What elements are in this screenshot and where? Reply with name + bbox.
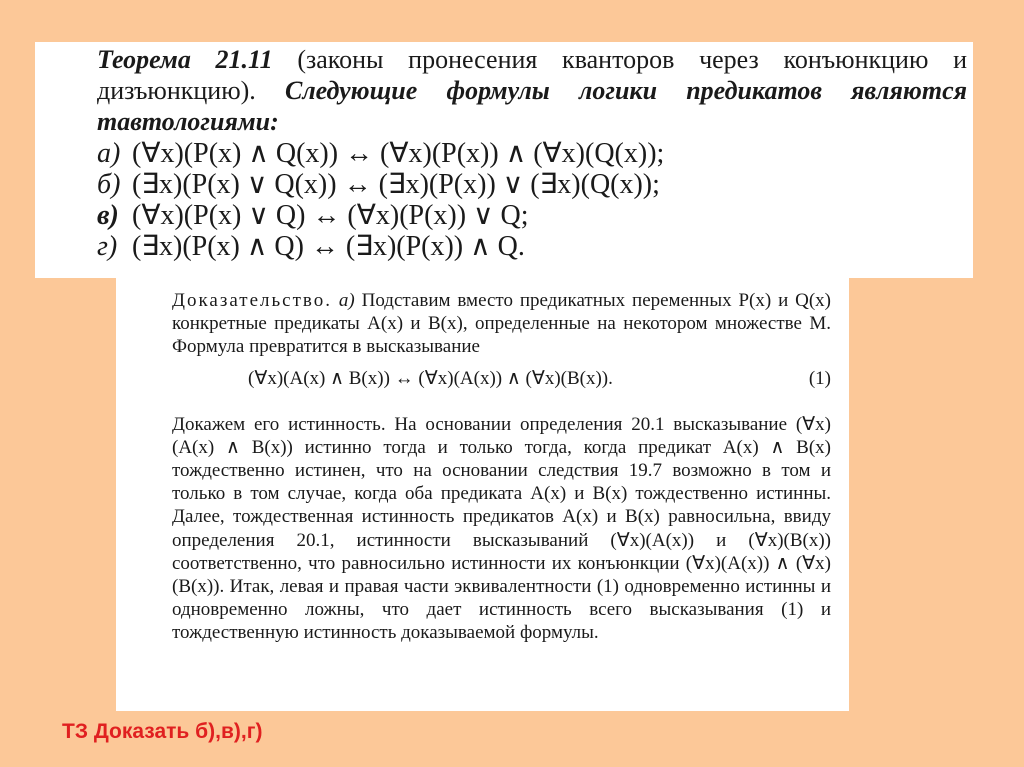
- proof-paragraph-1-text: Подставим вместо предикатных переменных P(x) и Q(x) конкретные предикаты A(x) и B(x), определенные на некотором множестве M. Формула превратится в высказывание: [172, 290, 832, 358]
- task-label: ТЗ Доказать б),в),г): [62, 720, 263, 743]
- proof-formula-text: (∀x)(A(x) ∧ B(x)) ↔ (∀x)(A(x)) ∧ (∀x)(B(x)).: [248, 367, 613, 389]
- formula-text: (∀x)(P(x) ∨ Q) ↔ (∀x)(P(x)) ∨ Q;: [132, 200, 529, 231]
- theorem-title: Теорема 21.11: [97, 45, 273, 74]
- theorem-panel: [35, 42, 973, 278]
- proof-formula-number: (1): [808, 367, 831, 389]
- formula-label: б): [97, 169, 121, 200]
- formula-text: (∃x)(P(x) ∨ Q(x)) ↔ (∃x)(P(x)) ∨ (∃x)(Q(x));: [132, 169, 660, 200]
- formula-label: а): [97, 138, 121, 169]
- theorem-statement: Следующие формулы логики предикатов являются тавтологиями:: [97, 76, 968, 136]
- proof-formula: [172, 367, 831, 411]
- proof-part-label: а): [338, 290, 355, 311]
- proof-heading: Доказательство.: [172, 290, 332, 311]
- formula-list: [97, 138, 973, 262]
- formula-label: г): [97, 231, 118, 262]
- formula-item: [97, 138, 973, 169]
- formula-item: [97, 231, 973, 262]
- theorem-intro: (законы пронесения кванторов через конъюнкцию и дизъюнкцию).: [97, 45, 968, 105]
- formula-text: (∃x)(P(x) ∧ Q) ↔ (∃x)(P(x)) ∧ Q.: [132, 231, 525, 262]
- proof-panel: [116, 277, 849, 711]
- formula-text: (∀x)(P(x) ∧ Q(x)) ↔ (∀x)(P(x)) ∧ (∀x)(Q(x));: [132, 138, 665, 169]
- formula-item: [97, 169, 973, 200]
- formula-label: в): [97, 200, 119, 231]
- formula-item: [97, 200, 973, 231]
- theorem-text: [97, 42, 967, 137]
- proof-paragraph-2: Докажем его истинность. На основании определения 20.1 высказывание (∀x)(A(x) ∧ B(x)) истинно тогда и только тогда, когда предикат A(x) ∧ B(x) тождественно истинен, что на основании следствия 19.7 возможно в том и только в том случае, когда оба предиката A(x) и B(x) тождественно истинны. Далее, тождественная истинность предикатов A(x) и B(x) равносильна, ввиду определения 20.1, истинности высказываний (∀x)(A(x)) и (∀x)(B(x)) соответственно, что равносильно истинности их конъюнкции (∀x)(A(x)) ∧ (∀x)(B(x)). Итак, левая и правая части эквивалентности (1) одновременно истинны и одновременно ложны, что дает истинность всего высказывания (1) и тождественную истинность доказываемой формулы.: [172, 413, 831, 644]
- proof-paragraph-1: [172, 289, 831, 359]
